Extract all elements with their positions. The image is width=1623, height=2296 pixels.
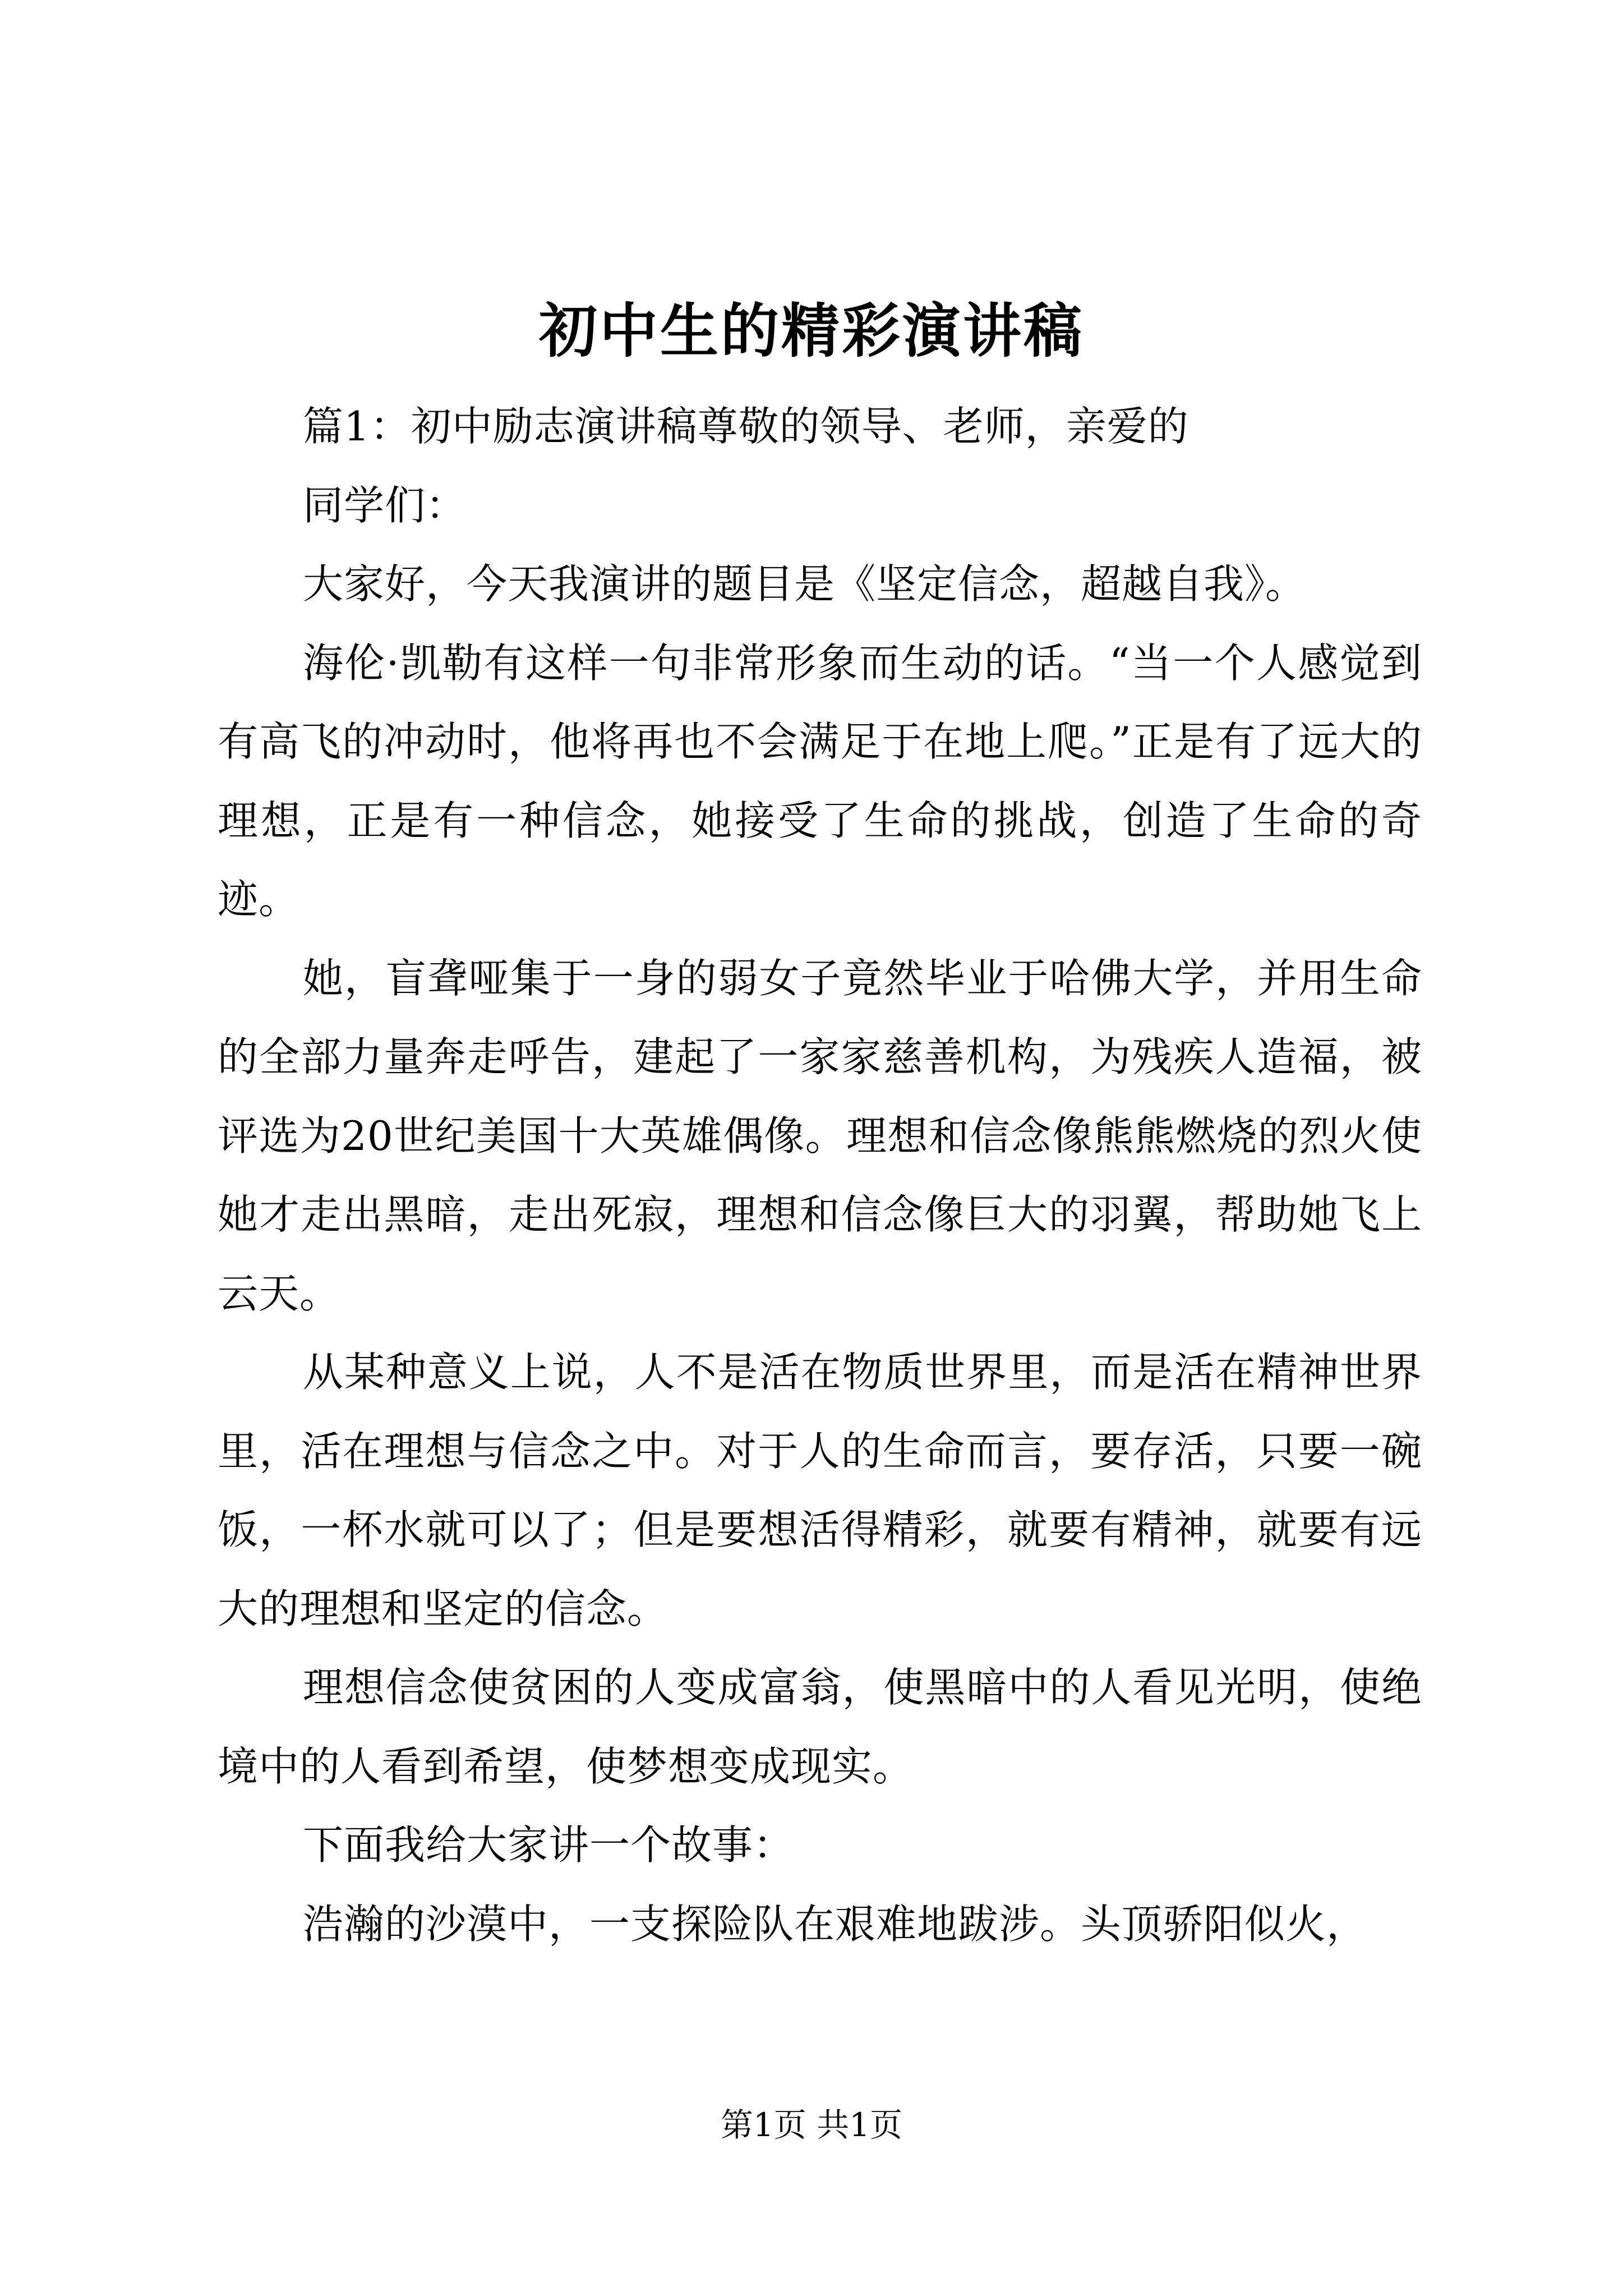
paragraph: 她，盲聋哑集于一身的弱女子竟然毕业于哈佛大学，并用生命的全部力量奔走呼告，建起了一家家慈善机构，为残疾人造福，被评选为20世纪美国十大英雄偶像。理想和信念像熊熊燃烧的烈火使她才走出黑暗，走出死寂，理想和信念像巨大的羽翼，帮助她飞上云天。 bbox=[218, 954, 1422, 1317]
paragraph: 下面我给大家讲一个故事： bbox=[303, 1821, 795, 1869]
document-body bbox=[218, 387, 1422, 1963]
paragraph: 浩瀚的沙漠中，一支探险队在艰难地跋涉。头顶骄阳似火， bbox=[303, 1900, 1368, 1948]
paragraph: 篇1：初中励志演讲稿尊敬的领导、老师，亲爱的 bbox=[303, 403, 1189, 450]
page-footer: 第1页 共1页 bbox=[720, 2106, 903, 2144]
paragraph: 理想信念使贫困的人变成富翁，使黑暗中的人看见光明，使绝境中的人看到希望，使梦想变成现实。 bbox=[218, 1664, 1422, 1790]
paragraph: 大家好，今天我演讲的题目是《坚定信念，超越自我》。 bbox=[303, 560, 1307, 608]
paragraph: 同学们： bbox=[303, 481, 467, 529]
paragraph: 海伦·凯勒有这样一句非常形象而生动的话。“当一个人感觉到有高飞的冲动时，他将再也不会满足于在地上爬。”正是有了远大的理想，正是有一种信念，她接受了生命的挑战，创造了生命的奇迹。 bbox=[218, 639, 1422, 923]
paragraph: 从某种意义上说，人不是活在物质世界里，而是活在精神世界里，活在理想与信念之中。对于人的生命而言，要存活，只要一碗饭，一杯水就可以了；但是要想活得精彩，就要有精神，就要有远大的理想和坚定的信念。 bbox=[218, 1349, 1422, 1632]
document-title: 初中生的精彩演讲稿 bbox=[538, 296, 1084, 365]
